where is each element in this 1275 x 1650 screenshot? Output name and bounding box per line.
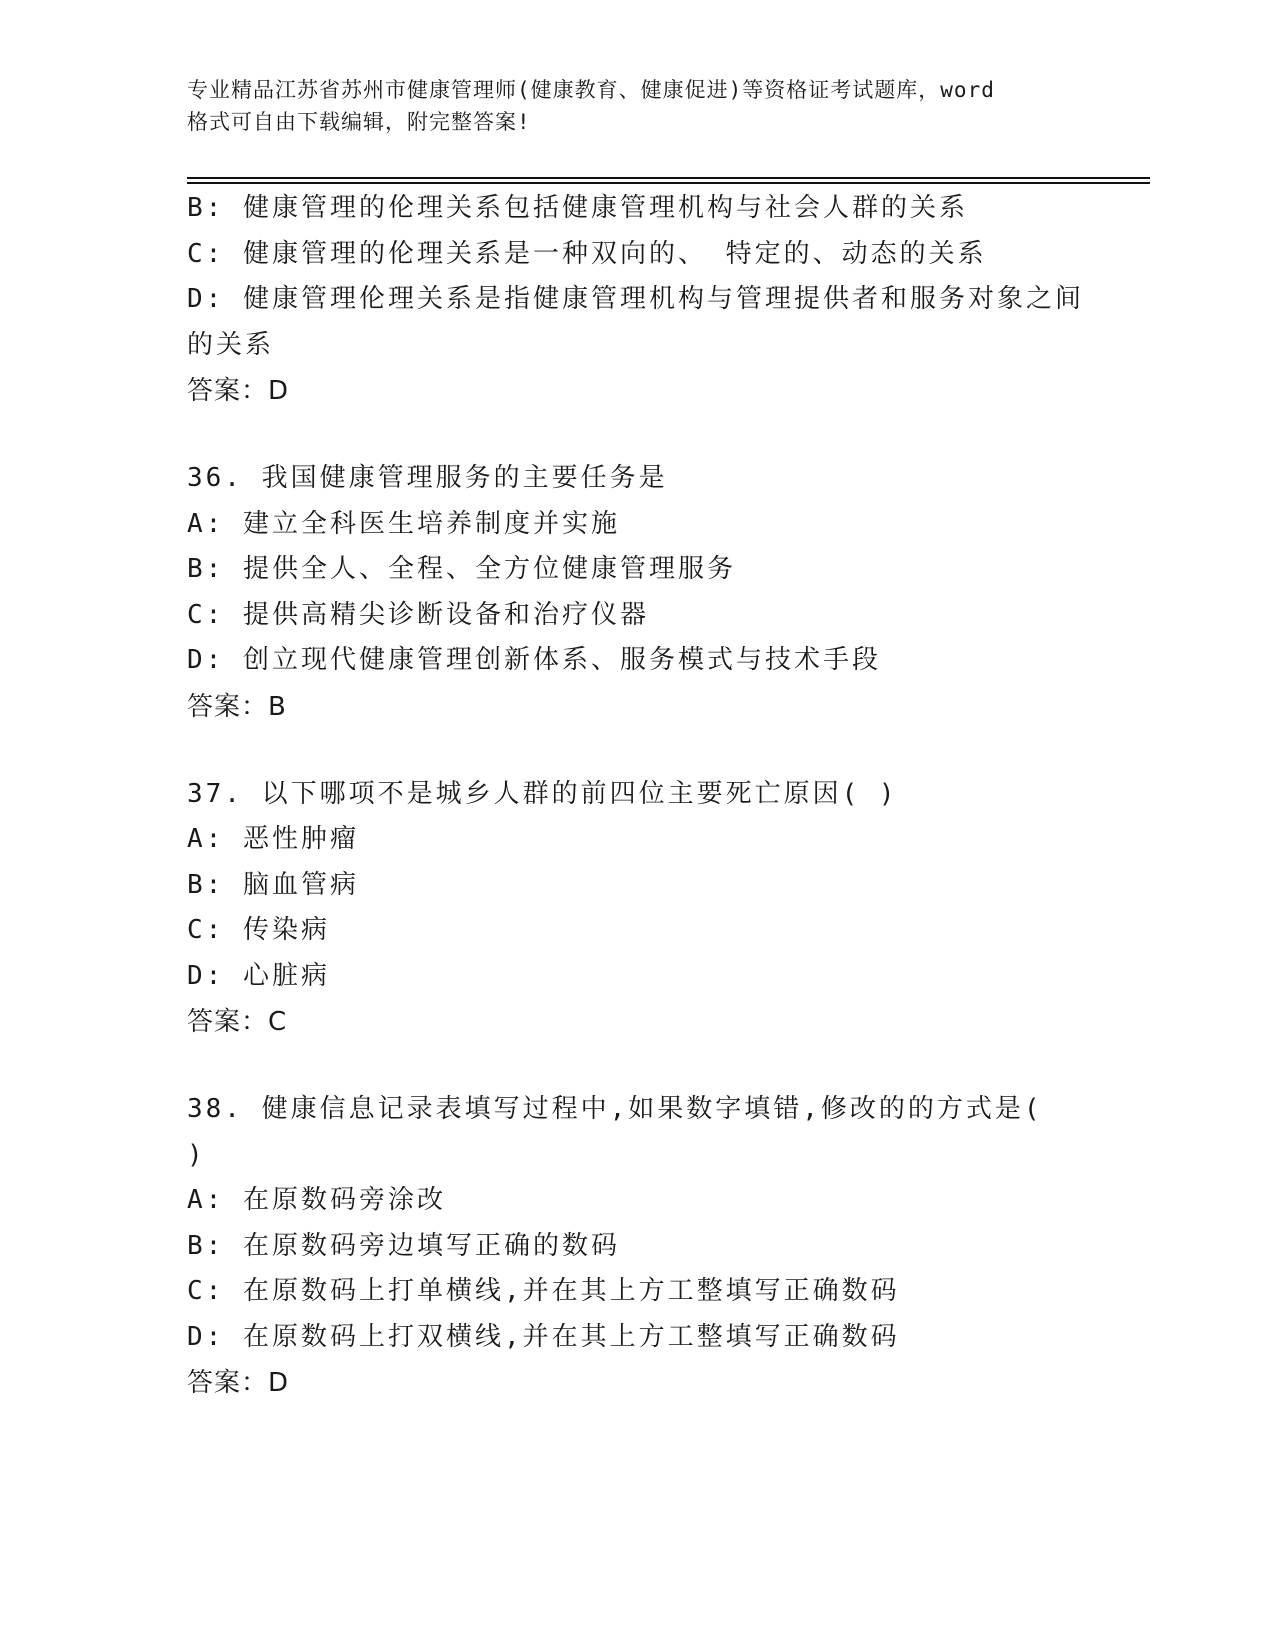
option-b: B: 脑血管病 xyxy=(187,869,359,900)
option-b: B: 健康管理的伦理关系包括健康管理机构与社会人群的关系 xyxy=(187,193,968,223)
spacer xyxy=(187,1045,1187,1087)
option-d-continuation: 的关系 xyxy=(187,329,275,360)
question-36 xyxy=(187,456,1187,730)
option-c: C: 在原数码上打单横线,并在其上方工整填写正确数码 xyxy=(187,1276,900,1306)
option-d: D: 在原数码上打双横线,并在其上方工整填写正确数码 xyxy=(187,1321,900,1352)
document-header xyxy=(187,74,1087,138)
spacer xyxy=(187,414,1187,456)
question-list xyxy=(187,186,1187,1406)
option-c: C: 健康管理的伦理关系是一种双向的、 特定的、动态的关系 xyxy=(187,238,987,269)
question-text: 37. 以下哪项不是城乡人群的前四位主要死亡原因( ) xyxy=(187,778,898,809)
answer: 答案：D xyxy=(187,1368,290,1398)
option-c: C: 提供高精尖诊断设备和治疗仪器 xyxy=(187,599,649,630)
spacer xyxy=(187,730,1187,772)
header-divider-bottom xyxy=(187,182,1150,184)
question-35 xyxy=(187,186,1187,414)
header-divider-top xyxy=(187,177,1150,179)
answer: 答案：C xyxy=(187,1007,288,1037)
question-text-continuation: ) xyxy=(187,1139,206,1170)
question-37 xyxy=(187,772,1187,1046)
option-d: D: 心脏病 xyxy=(187,960,330,991)
answer: 答案：D xyxy=(187,376,290,406)
option-a: A: 恶性肿瘤 xyxy=(187,824,359,854)
option-b: B: 提供全人、全程、全方位健康管理服务 xyxy=(187,554,736,584)
option-d: D: 健康管理伦理关系是指健康管理机构与管理提供者和服务对象之间 xyxy=(187,284,1084,314)
header-line-1: 专业精品江苏省苏州市健康管理师(健康教育、健康促进)等资格证考试题库，word xyxy=(187,78,995,102)
question-38 xyxy=(187,1087,1187,1406)
question-text: 38. 健康信息记录表填写过程中,如果数字填错,修改的的方式是( xyxy=(187,1094,1043,1124)
option-a: A: 在原数码旁涂改 xyxy=(187,1185,446,1215)
option-b: B: 在原数码旁边填写正确的数码 xyxy=(187,1230,620,1261)
option-d: D: 创立现代健康管理创新体系、服务模式与技术手段 xyxy=(187,645,881,675)
answer: 答案：B xyxy=(187,691,287,722)
option-c: C: 传染病 xyxy=(187,915,330,945)
option-a: A: 建立全科医生培养制度并实施 xyxy=(187,508,620,539)
question-text: 36. 我国健康管理服务的主要任务是 xyxy=(187,463,668,493)
header-line-2: 格式可自由下载编辑，附完整答案! xyxy=(187,110,531,134)
